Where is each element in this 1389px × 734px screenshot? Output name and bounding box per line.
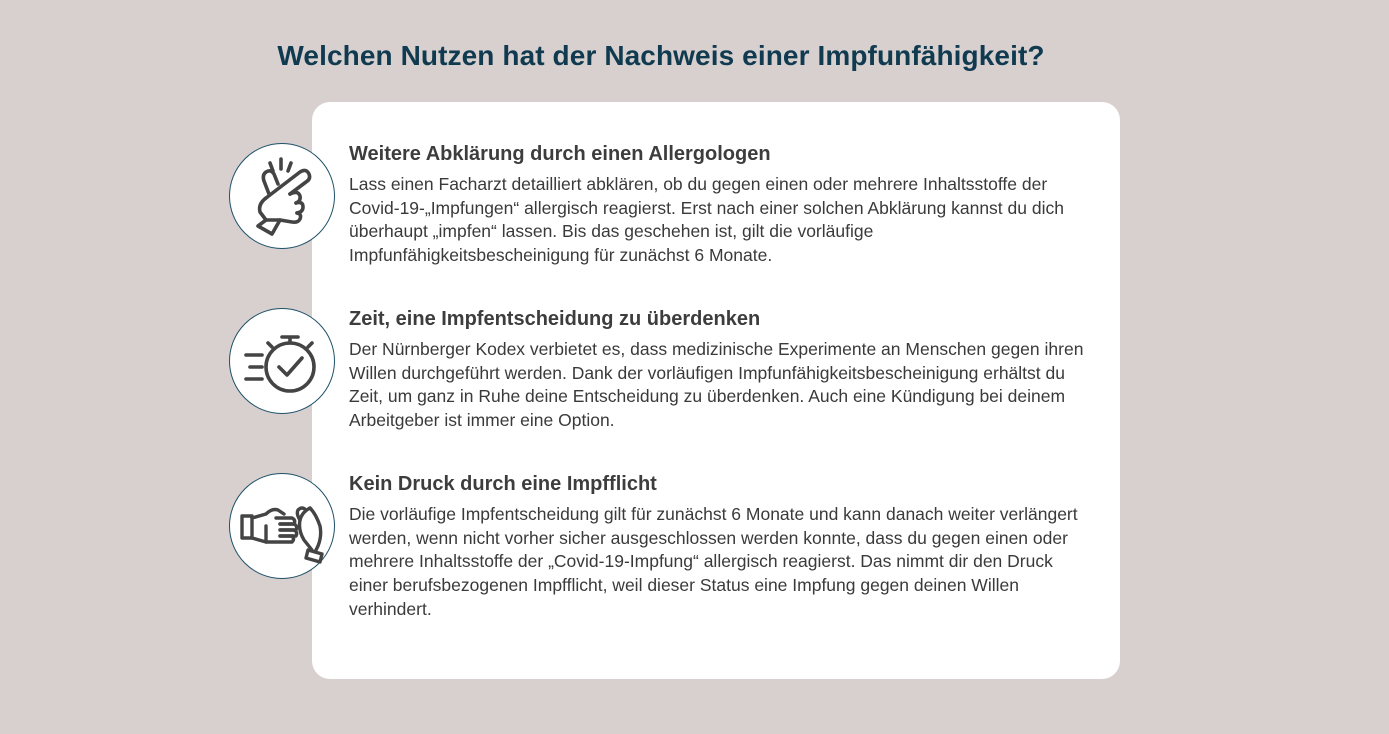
icon-badge-time [229, 308, 335, 414]
benefit-heading: Zeit, eine Impfentscheidung zu überdenken [349, 308, 761, 330]
icon-badge-no-pressure [229, 473, 335, 579]
stopwatch-check-icon [236, 315, 328, 407]
fist-stop-hand-icon [236, 480, 328, 572]
benefit-item-no-pressure [349, 472, 1089, 622]
hand-snap-icon [236, 150, 328, 242]
benefit-item-time [349, 307, 1089, 433]
benefit-text: Der Nürnberger Kodex verbietet es, dass medizinische Experimente an Menschen gegen ihren Willen durchgeführt werden. Dank der vorläufigen Impfunfähigkeitsbescheinigung erhältst du Zeit, um ganz in Ruhe deine Entscheidung zu überdenken. Auch eine Kündigung bei deinem Arbeitgeber ist immer eine Option. [349, 339, 1084, 431]
benefit-text: Die vorläufige Impfentscheidung gilt für zunächst 6 Monate und kann danach weiter verlängert werden, wenn nicht vorher sicher ausgeschlossen werden konnte, dass du gegen einen oder mehrere Inhaltsstoffe der „Covid-19-Impfung“ allergisch reagierst. Das nimmt dir den Druck einer berufsbezogenen Impfflicht, weil dieser Status eine Impfung gegen deinen Willen verhindert. [349, 504, 1078, 619]
benefit-heading: Kein Druck durch eine Impfflicht [349, 473, 657, 495]
benefit-text: Lass einen Facharzt detailliert abklären, ob du gegen einen oder mehrere Inhaltsstoffe der Covid-19-„Impfungen“ allergisch reagierst. Erst nach einer solchen Abklärung kannst du dich überhaupt „impfen“ lassen. Bis das geschehen ist, gilt die vorläufige Impfunfähigkeitsbescheinigung für zunächst 6 Monate. [349, 174, 1064, 266]
benefit-item-allergologist [349, 142, 1089, 268]
page-title: Welchen Nutzen hat der Nachweis einer Impfunfähigkeit? [277, 40, 1045, 71]
benefit-heading: Weitere Abklärung durch einen Allergologen [349, 143, 771, 165]
icon-badge-allergologist [229, 143, 335, 249]
